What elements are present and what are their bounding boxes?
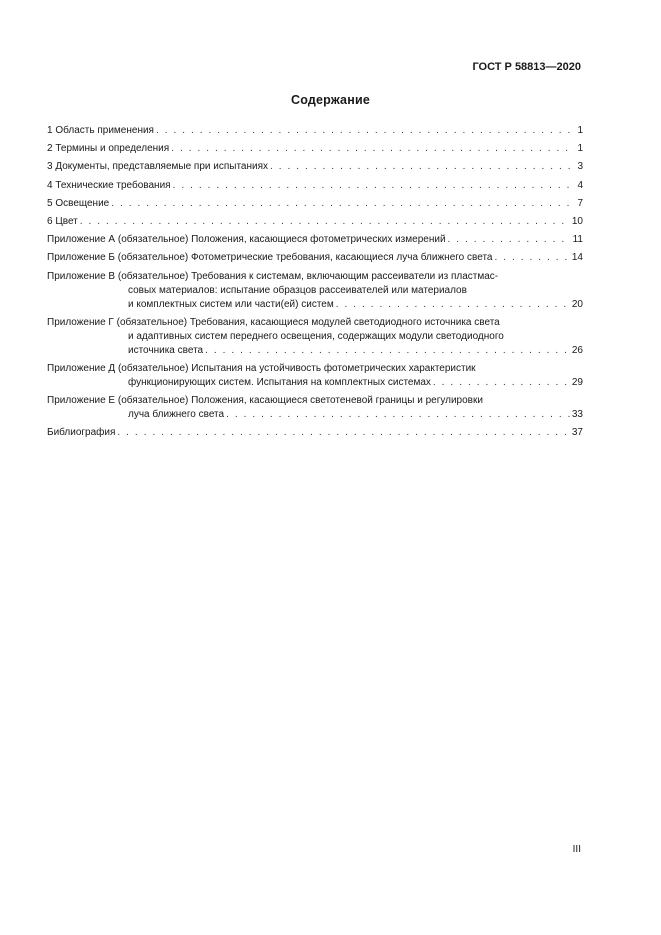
toc-title: Содержание (290, 93, 370, 107)
toc-entry-page: 1 (577, 125, 583, 136)
standard-number: ГОСТ Р 58813—2020 (472, 61, 581, 73)
toc-entry[interactable] (47, 160, 583, 174)
toc-entry-page: 3 (577, 161, 583, 173)
toc-entry[interactable] (47, 362, 583, 390)
toc-entry[interactable] (47, 251, 583, 265)
table-of-contents (47, 124, 583, 444)
dot-leader (80, 215, 570, 229)
dot-leader (226, 408, 570, 422)
dot-leader (336, 298, 570, 312)
toc-entry[interactable] (47, 215, 583, 229)
toc-entry-text: 3 Документы, представляемые при испытаниях (47, 161, 269, 173)
toc-entry-page: 11 (572, 234, 583, 246)
dot-leader (156, 124, 575, 138)
toc-entry-text: 1 Область применения (47, 125, 154, 136)
toc-entry-text: Приложение А (обязательное) Положения, касающиеся фотометрических измерений (47, 234, 446, 246)
toc-entry[interactable] (47, 233, 583, 247)
toc-entry-page: 10 (571, 215, 583, 227)
dot-leader (171, 142, 575, 156)
toc-entry[interactable] (47, 179, 583, 193)
toc-entry-text: Приложение Д (обязательное) Испытания на устойчивость фотометрических характеристик (47, 362, 476, 374)
dot-leader (205, 344, 570, 358)
toc-entry-page: 37 (571, 427, 583, 439)
toc-entry-text: и адаптивных систем переднего освещения, содержащих модули светодиодного (128, 330, 504, 342)
dot-leader (494, 251, 569, 265)
toc-entry[interactable] (47, 197, 583, 211)
dot-leader (433, 376, 570, 390)
toc-entry-text: Библиография (47, 427, 116, 439)
toc-entry-text: 6 Цвет (47, 215, 78, 227)
toc-entry-text: и комплектных систем или части(ей) систем (128, 298, 334, 310)
toc-entry-text: 4 Технические требования (47, 179, 171, 191)
toc-entry[interactable] (47, 270, 583, 312)
toc-entry-text: совых материалов: испытание образцов рассеивателей или материалов (128, 284, 467, 296)
toc-entry-page: 29 (571, 376, 583, 388)
toc-entry-text: Приложение Г (обязательное) Требования, касающиеся модулей светодиодного источника света (47, 316, 500, 328)
toc-entry-text: Приложение Б (обязательное) Фотометрические требования, касающиеся луча ближнего света (47, 252, 493, 264)
dot-leader (117, 426, 569, 440)
toc-entry-text: 5 Освещение (47, 197, 110, 209)
dot-leader (173, 179, 576, 193)
toc-entry-text: Приложение В (обязательное) Требования к системам, включающим рассеиватели из пластмас- (47, 270, 499, 282)
toc-entry-page: 20 (571, 298, 583, 310)
dot-leader (111, 197, 575, 211)
toc-entry-page: 33 (571, 409, 583, 421)
toc-entry-text: источника света (128, 344, 204, 356)
dot-leader (448, 233, 571, 247)
toc-entry-text: луча ближнего света (128, 409, 225, 421)
toc-entry-page: 26 (571, 344, 583, 356)
toc-entry-page: 4 (577, 179, 583, 191)
dot-leader (270, 160, 575, 174)
toc-entry[interactable] (47, 394, 583, 422)
toc-entry-page: 7 (577, 197, 583, 209)
toc-entry-page: 1 (577, 143, 583, 155)
toc-entry[interactable] (47, 142, 583, 156)
toc-entry-text: Приложение Е (обязательное) Положения, касающиеся светотеневой границы и регулировки (47, 395, 483, 407)
toc-entry[interactable] (47, 316, 583, 358)
toc-entry[interactable] (47, 124, 583, 138)
toc-entry-text: 2 Термины и определения (47, 143, 170, 155)
toc-entry-page: 14 (571, 252, 583, 264)
toc-entry[interactable] (47, 426, 583, 440)
page-number: III (572, 844, 581, 855)
toc-entry-text: функционирующих систем. Испытания на комплектных системах (128, 376, 431, 388)
